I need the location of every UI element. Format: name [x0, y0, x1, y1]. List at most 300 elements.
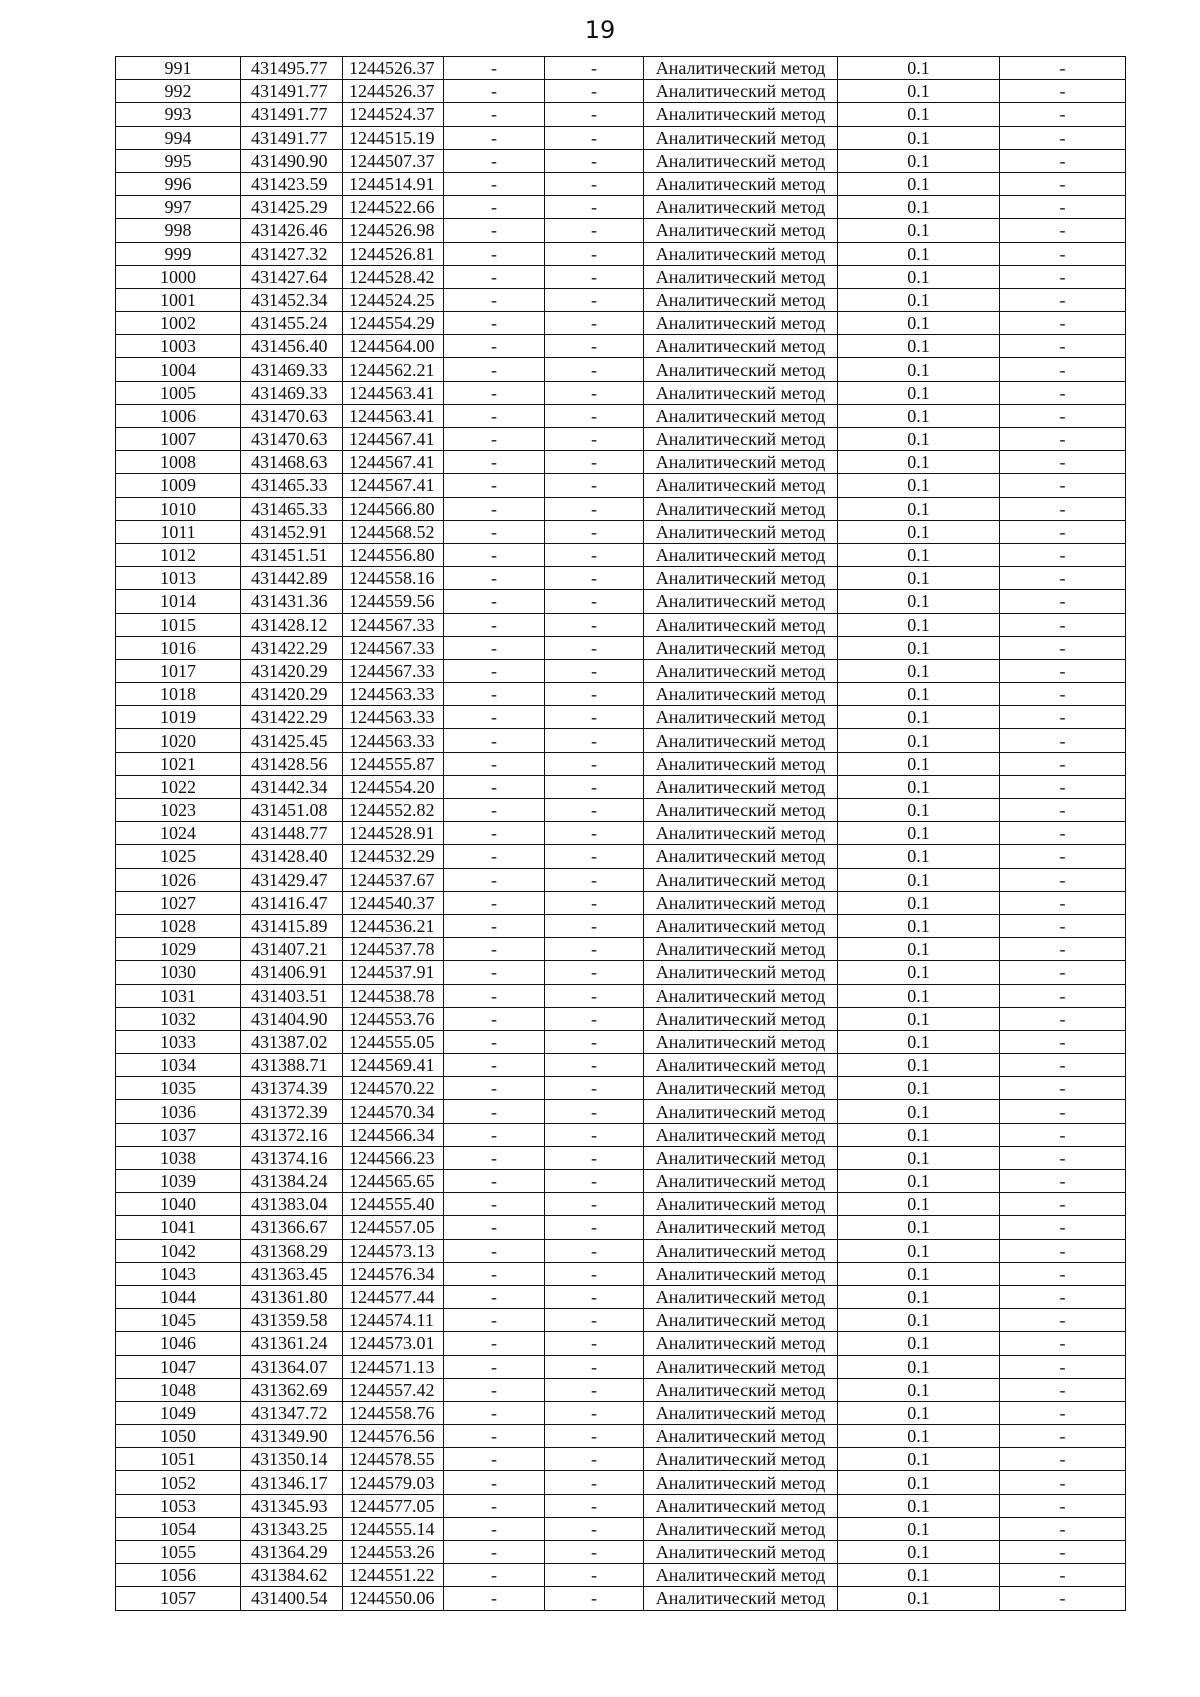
- dash-cell: -: [545, 474, 644, 497]
- dash-cell: -: [545, 1262, 644, 1285]
- x-coordinate-cell: 431388.71: [241, 1054, 343, 1077]
- y-coordinate-cell: 1244553.76: [343, 1007, 444, 1030]
- dash-cell: -: [545, 404, 644, 427]
- table-row: [116, 799, 1126, 822]
- x-coordinate-cell: 431491.77: [241, 103, 343, 126]
- accuracy-cell: 0.1: [838, 1285, 1000, 1308]
- point-number-cell: 1025: [116, 845, 241, 868]
- method-cell: Аналитический метод: [644, 1030, 838, 1053]
- y-coordinate-cell: 1244567.33: [343, 613, 444, 636]
- point-number-cell: 1044: [116, 1285, 241, 1308]
- dash-cell: -: [1000, 497, 1126, 520]
- dash-cell: -: [1000, 80, 1126, 103]
- table-row: [116, 1239, 1126, 1262]
- table-row: [116, 567, 1126, 590]
- dash-cell: -: [1000, 683, 1126, 706]
- accuracy-cell: 0.1: [838, 1425, 1000, 1448]
- y-coordinate-cell: 1244532.29: [343, 845, 444, 868]
- dash-cell: -: [545, 1401, 644, 1424]
- method-cell: Аналитический метод: [644, 822, 838, 845]
- dash-cell: -: [1000, 961, 1126, 984]
- method-cell: Аналитический метод: [644, 543, 838, 566]
- y-coordinate-cell: 1244569.41: [343, 1054, 444, 1077]
- dash-cell: -: [545, 822, 644, 845]
- x-coordinate-cell: 431455.24: [241, 312, 343, 335]
- dash-cell: -: [1000, 543, 1126, 566]
- dash-cell: -: [545, 659, 644, 682]
- dash-cell: -: [545, 543, 644, 566]
- dash-cell: -: [1000, 799, 1126, 822]
- method-cell: Аналитический метод: [644, 914, 838, 937]
- accuracy-cell: 0.1: [838, 1517, 1000, 1540]
- table-row: [116, 1378, 1126, 1401]
- dash-cell: -: [545, 1587, 644, 1610]
- x-coordinate-cell: 431406.91: [241, 961, 343, 984]
- method-cell: Аналитический метод: [644, 312, 838, 335]
- point-number-cell: 992: [116, 80, 241, 103]
- y-coordinate-cell: 1244557.05: [343, 1216, 444, 1239]
- table-row: [116, 683, 1126, 706]
- dash-cell: -: [1000, 520, 1126, 543]
- method-cell: Аналитический метод: [644, 242, 838, 265]
- x-coordinate-cell: 431374.39: [241, 1077, 343, 1100]
- x-coordinate-cell: 431345.93: [241, 1494, 343, 1517]
- dash-cell: -: [1000, 845, 1126, 868]
- dash-cell: -: [444, 57, 545, 80]
- dash-cell: -: [1000, 1541, 1126, 1564]
- dash-cell: -: [1000, 172, 1126, 195]
- x-coordinate-cell: 431407.21: [241, 938, 343, 961]
- method-cell: Аналитический метод: [644, 219, 838, 242]
- dash-cell: -: [1000, 1054, 1126, 1077]
- dash-cell: -: [545, 1123, 644, 1146]
- point-number-cell: 1010: [116, 497, 241, 520]
- table-row: [116, 1262, 1126, 1285]
- dash-cell: -: [545, 265, 644, 288]
- y-coordinate-cell: 1244536.21: [343, 914, 444, 937]
- accuracy-cell: 0.1: [838, 80, 1000, 103]
- dash-cell: -: [1000, 404, 1126, 427]
- dash-cell: -: [444, 428, 545, 451]
- dash-cell: -: [545, 1077, 644, 1100]
- dash-cell: -: [545, 775, 644, 798]
- dash-cell: -: [545, 1494, 644, 1517]
- x-coordinate-cell: 431368.29: [241, 1239, 343, 1262]
- accuracy-cell: 0.1: [838, 822, 1000, 845]
- dash-cell: -: [444, 1541, 545, 1564]
- dash-cell: -: [545, 799, 644, 822]
- accuracy-cell: 0.1: [838, 845, 1000, 868]
- dash-cell: -: [1000, 57, 1126, 80]
- method-cell: Аналитический метод: [644, 1517, 838, 1540]
- dash-cell: -: [545, 451, 644, 474]
- y-coordinate-cell: 1244526.81: [343, 242, 444, 265]
- point-number-cell: 1007: [116, 428, 241, 451]
- x-coordinate-cell: 431465.33: [241, 474, 343, 497]
- point-number-cell: 996: [116, 172, 241, 195]
- x-coordinate-cell: 431428.56: [241, 752, 343, 775]
- point-number-cell: 1034: [116, 1054, 241, 1077]
- dash-cell: -: [545, 1564, 644, 1587]
- dash-cell: -: [545, 914, 644, 937]
- accuracy-cell: 0.1: [838, 428, 1000, 451]
- dash-cell: -: [545, 80, 644, 103]
- y-coordinate-cell: 1244559.56: [343, 590, 444, 613]
- dash-cell: -: [444, 1239, 545, 1262]
- dash-cell: -: [545, 1170, 644, 1193]
- dash-cell: -: [444, 1517, 545, 1540]
- dash-cell: -: [545, 567, 644, 590]
- dash-cell: -: [444, 149, 545, 172]
- dash-cell: -: [1000, 196, 1126, 219]
- dash-cell: -: [1000, 567, 1126, 590]
- accuracy-cell: 0.1: [838, 1309, 1000, 1332]
- method-cell: Аналитический метод: [644, 590, 838, 613]
- point-number-cell: 1040: [116, 1193, 241, 1216]
- accuracy-cell: 0.1: [838, 1471, 1000, 1494]
- x-coordinate-cell: 431451.08: [241, 799, 343, 822]
- x-coordinate-cell: 431442.89: [241, 567, 343, 590]
- accuracy-cell: 0.1: [838, 1146, 1000, 1169]
- point-number-cell: 994: [116, 126, 241, 149]
- dash-cell: -: [1000, 822, 1126, 845]
- dash-cell: -: [444, 1007, 545, 1030]
- point-number-cell: 1031: [116, 984, 241, 1007]
- method-cell: Аналитический метод: [644, 729, 838, 752]
- dash-cell: -: [545, 1541, 644, 1564]
- y-coordinate-cell: 1244553.26: [343, 1541, 444, 1564]
- method-cell: Аналитический метод: [644, 103, 838, 126]
- dash-cell: -: [1000, 1100, 1126, 1123]
- method-cell: Аналитический метод: [644, 845, 838, 868]
- y-coordinate-cell: 1244570.34: [343, 1100, 444, 1123]
- dash-cell: -: [545, 1309, 644, 1332]
- accuracy-cell: 0.1: [838, 1332, 1000, 1355]
- dash-cell: -: [1000, 1193, 1126, 1216]
- table-row: [116, 636, 1126, 659]
- y-coordinate-cell: 1244568.52: [343, 520, 444, 543]
- accuracy-cell: 0.1: [838, 1054, 1000, 1077]
- accuracy-cell: 0.1: [838, 775, 1000, 798]
- dash-cell: -: [444, 1425, 545, 1448]
- dash-cell: -: [1000, 1401, 1126, 1424]
- dash-cell: -: [1000, 984, 1126, 1007]
- dash-cell: -: [444, 590, 545, 613]
- dash-cell: -: [1000, 335, 1126, 358]
- y-coordinate-cell: 1244558.16: [343, 567, 444, 590]
- accuracy-cell: 0.1: [838, 613, 1000, 636]
- table-row: [116, 1123, 1126, 1146]
- accuracy-cell: 0.1: [838, 451, 1000, 474]
- dash-cell: -: [444, 613, 545, 636]
- method-cell: Аналитический метод: [644, 1193, 838, 1216]
- dash-cell: -: [444, 1401, 545, 1424]
- dash-cell: -: [1000, 288, 1126, 311]
- dash-cell: -: [444, 265, 545, 288]
- table-row: [116, 1170, 1126, 1193]
- point-number-cell: 1016: [116, 636, 241, 659]
- method-cell: Аналитический метод: [644, 891, 838, 914]
- table-row: [116, 914, 1126, 937]
- method-cell: Аналитический метод: [644, 1494, 838, 1517]
- accuracy-cell: 0.1: [838, 1239, 1000, 1262]
- accuracy-cell: 0.1: [838, 543, 1000, 566]
- method-cell: Аналитический метод: [644, 451, 838, 474]
- point-number-cell: 1055: [116, 1541, 241, 1564]
- point-number-cell: 1015: [116, 613, 241, 636]
- x-coordinate-cell: 431448.77: [241, 822, 343, 845]
- y-coordinate-cell: 1244563.33: [343, 706, 444, 729]
- table-row: [116, 1332, 1126, 1355]
- dash-cell: -: [545, 497, 644, 520]
- accuracy-cell: 0.1: [838, 312, 1000, 335]
- dash-cell: -: [545, 1332, 644, 1355]
- table-row: [116, 1564, 1126, 1587]
- dash-cell: -: [1000, 242, 1126, 265]
- dash-cell: -: [444, 103, 545, 126]
- method-cell: Аналитический метод: [644, 497, 838, 520]
- dash-cell: -: [545, 845, 644, 868]
- accuracy-cell: 0.1: [838, 729, 1000, 752]
- y-coordinate-cell: 1244576.56: [343, 1425, 444, 1448]
- method-cell: Аналитический метод: [644, 265, 838, 288]
- x-coordinate-cell: 431425.45: [241, 729, 343, 752]
- accuracy-cell: 0.1: [838, 1170, 1000, 1193]
- point-number-cell: 1019: [116, 706, 241, 729]
- accuracy-cell: 0.1: [838, 868, 1000, 891]
- dash-cell: -: [1000, 590, 1126, 613]
- dash-cell: -: [1000, 1239, 1126, 1262]
- method-cell: Аналитический метод: [644, 126, 838, 149]
- page-number: 19: [584, 16, 616, 44]
- x-coordinate-cell: 431442.34: [241, 775, 343, 798]
- dash-cell: -: [444, 1193, 545, 1216]
- method-cell: Аналитический метод: [644, 775, 838, 798]
- method-cell: Аналитический метод: [644, 1216, 838, 1239]
- point-number-cell: 1027: [116, 891, 241, 914]
- method-cell: Аналитический метод: [644, 381, 838, 404]
- dash-cell: -: [1000, 891, 1126, 914]
- x-coordinate-cell: 431384.24: [241, 1170, 343, 1193]
- point-number-cell: 1050: [116, 1425, 241, 1448]
- point-number-cell: 1036: [116, 1100, 241, 1123]
- y-coordinate-cell: 1244528.91: [343, 822, 444, 845]
- point-number-cell: 1033: [116, 1030, 241, 1053]
- dash-cell: -: [1000, 1007, 1126, 1030]
- point-number-cell: 1032: [116, 1007, 241, 1030]
- coordinates-table-body: [116, 57, 1126, 1611]
- table-row: [116, 1054, 1126, 1077]
- method-cell: Аналитический метод: [644, 80, 838, 103]
- dash-cell: -: [444, 80, 545, 103]
- method-cell: Аналитический метод: [644, 358, 838, 381]
- method-cell: Аналитический метод: [644, 567, 838, 590]
- y-coordinate-cell: 1244576.34: [343, 1262, 444, 1285]
- dash-cell: -: [444, 358, 545, 381]
- dash-cell: -: [1000, 868, 1126, 891]
- accuracy-cell: 0.1: [838, 636, 1000, 659]
- table-row: [116, 984, 1126, 1007]
- accuracy-cell: 0.1: [838, 659, 1000, 682]
- x-coordinate-cell: 431470.63: [241, 404, 343, 427]
- y-coordinate-cell: 1244574.11: [343, 1309, 444, 1332]
- dash-cell: -: [444, 497, 545, 520]
- point-number-cell: 1005: [116, 381, 241, 404]
- point-number-cell: 1041: [116, 1216, 241, 1239]
- x-coordinate-cell: 431469.33: [241, 381, 343, 404]
- y-coordinate-cell: 1244522.66: [343, 196, 444, 219]
- table-row: [116, 1401, 1126, 1424]
- method-cell: Аналитический метод: [644, 1262, 838, 1285]
- dash-cell: -: [444, 1494, 545, 1517]
- y-coordinate-cell: 1244552.82: [343, 799, 444, 822]
- dash-cell: -: [545, 1471, 644, 1494]
- dash-cell: -: [1000, 729, 1126, 752]
- accuracy-cell: 0.1: [838, 1541, 1000, 1564]
- table-row: [116, 474, 1126, 497]
- dash-cell: -: [1000, 1030, 1126, 1053]
- x-coordinate-cell: 431383.04: [241, 1193, 343, 1216]
- point-number-cell: 1042: [116, 1239, 241, 1262]
- accuracy-cell: 0.1: [838, 799, 1000, 822]
- method-cell: Аналитический метод: [644, 636, 838, 659]
- table-row: [116, 57, 1126, 80]
- dash-cell: -: [545, 752, 644, 775]
- table-row: [116, 659, 1126, 682]
- x-coordinate-cell: 431429.47: [241, 868, 343, 891]
- dash-cell: -: [1000, 1285, 1126, 1308]
- dash-cell: -: [545, 428, 644, 451]
- point-number-cell: 1052: [116, 1471, 241, 1494]
- accuracy-cell: 0.1: [838, 1123, 1000, 1146]
- dash-cell: -: [1000, 1309, 1126, 1332]
- dash-cell: -: [1000, 1262, 1126, 1285]
- y-coordinate-cell: 1244570.22: [343, 1077, 444, 1100]
- y-coordinate-cell: 1244573.01: [343, 1332, 444, 1355]
- accuracy-cell: 0.1: [838, 265, 1000, 288]
- method-cell: Аналитический метод: [644, 1007, 838, 1030]
- dash-cell: -: [1000, 775, 1126, 798]
- table-row: [116, 335, 1126, 358]
- dash-cell: -: [444, 196, 545, 219]
- y-coordinate-cell: 1244555.14: [343, 1517, 444, 1540]
- x-coordinate-cell: 431359.58: [241, 1309, 343, 1332]
- dash-cell: -: [545, 219, 644, 242]
- y-coordinate-cell: 1244573.13: [343, 1239, 444, 1262]
- x-coordinate-cell: 431346.17: [241, 1471, 343, 1494]
- y-coordinate-cell: 1244555.05: [343, 1030, 444, 1053]
- dash-cell: -: [444, 288, 545, 311]
- dash-cell: -: [444, 1564, 545, 1587]
- y-coordinate-cell: 1244540.37: [343, 891, 444, 914]
- accuracy-cell: 0.1: [838, 172, 1000, 195]
- method-cell: Аналитический метод: [644, 1309, 838, 1332]
- accuracy-cell: 0.1: [838, 1378, 1000, 1401]
- accuracy-cell: 0.1: [838, 404, 1000, 427]
- accuracy-cell: 0.1: [838, 126, 1000, 149]
- dash-cell: -: [545, 312, 644, 335]
- dash-cell: -: [545, 1517, 644, 1540]
- y-coordinate-cell: 1244567.33: [343, 659, 444, 682]
- y-coordinate-cell: 1244563.33: [343, 729, 444, 752]
- x-coordinate-cell: 431452.91: [241, 520, 343, 543]
- dash-cell: -: [1000, 428, 1126, 451]
- x-coordinate-cell: 431427.64: [241, 265, 343, 288]
- dash-cell: -: [545, 358, 644, 381]
- method-cell: Аналитический метод: [644, 1378, 838, 1401]
- method-cell: Аналитический метод: [644, 1401, 838, 1424]
- point-number-cell: 998: [116, 219, 241, 242]
- dash-cell: -: [545, 126, 644, 149]
- table-row: [116, 1494, 1126, 1517]
- dash-cell: -: [444, 1587, 545, 1610]
- method-cell: Аналитический метод: [644, 520, 838, 543]
- method-cell: Аналитический метод: [644, 659, 838, 682]
- table-row: [116, 219, 1126, 242]
- method-cell: Аналитический метод: [644, 1355, 838, 1378]
- x-coordinate-cell: 431465.33: [241, 497, 343, 520]
- accuracy-cell: 0.1: [838, 961, 1000, 984]
- method-cell: Аналитический метод: [644, 961, 838, 984]
- point-number-cell: 1038: [116, 1146, 241, 1169]
- accuracy-cell: 0.1: [838, 497, 1000, 520]
- dash-cell: -: [1000, 914, 1126, 937]
- dash-cell: -: [545, 868, 644, 891]
- x-coordinate-cell: 431427.32: [241, 242, 343, 265]
- accuracy-cell: 0.1: [838, 474, 1000, 497]
- dash-cell: -: [1000, 1355, 1126, 1378]
- x-coordinate-cell: 431469.33: [241, 358, 343, 381]
- accuracy-cell: 0.1: [838, 752, 1000, 775]
- method-cell: Аналитический метод: [644, 288, 838, 311]
- method-cell: Аналитический метод: [644, 404, 838, 427]
- dash-cell: -: [1000, 1587, 1126, 1610]
- accuracy-cell: 0.1: [838, 891, 1000, 914]
- method-cell: Аналитический метод: [644, 706, 838, 729]
- accuracy-cell: 0.1: [838, 1007, 1000, 1030]
- point-number-cell: 1017: [116, 659, 241, 682]
- table-row: [116, 1285, 1126, 1308]
- dash-cell: -: [1000, 1332, 1126, 1355]
- dash-cell: -: [545, 196, 644, 219]
- point-number-cell: 1046: [116, 1332, 241, 1355]
- dash-cell: -: [444, 1100, 545, 1123]
- point-number-cell: 1024: [116, 822, 241, 845]
- accuracy-cell: 0.1: [838, 1355, 1000, 1378]
- dash-cell: -: [444, 961, 545, 984]
- dash-cell: -: [444, 1378, 545, 1401]
- point-number-cell: 1054: [116, 1517, 241, 1540]
- accuracy-cell: 0.1: [838, 706, 1000, 729]
- dash-cell: -: [545, 1146, 644, 1169]
- dash-cell: -: [545, 683, 644, 706]
- accuracy-cell: 0.1: [838, 57, 1000, 80]
- accuracy-cell: 0.1: [838, 219, 1000, 242]
- accuracy-cell: 0.1: [838, 1587, 1000, 1610]
- dash-cell: -: [545, 520, 644, 543]
- dash-cell: -: [1000, 1425, 1126, 1448]
- dash-cell: -: [545, 1007, 644, 1030]
- dash-cell: -: [444, 706, 545, 729]
- dash-cell: -: [444, 683, 545, 706]
- point-number-cell: 1048: [116, 1378, 241, 1401]
- table-row: [116, 288, 1126, 311]
- dash-cell: -: [1000, 149, 1126, 172]
- dash-cell: -: [444, 1146, 545, 1169]
- point-number-cell: 1056: [116, 1564, 241, 1587]
- method-cell: Аналитический метод: [644, 1425, 838, 1448]
- point-number-cell: 1053: [116, 1494, 241, 1517]
